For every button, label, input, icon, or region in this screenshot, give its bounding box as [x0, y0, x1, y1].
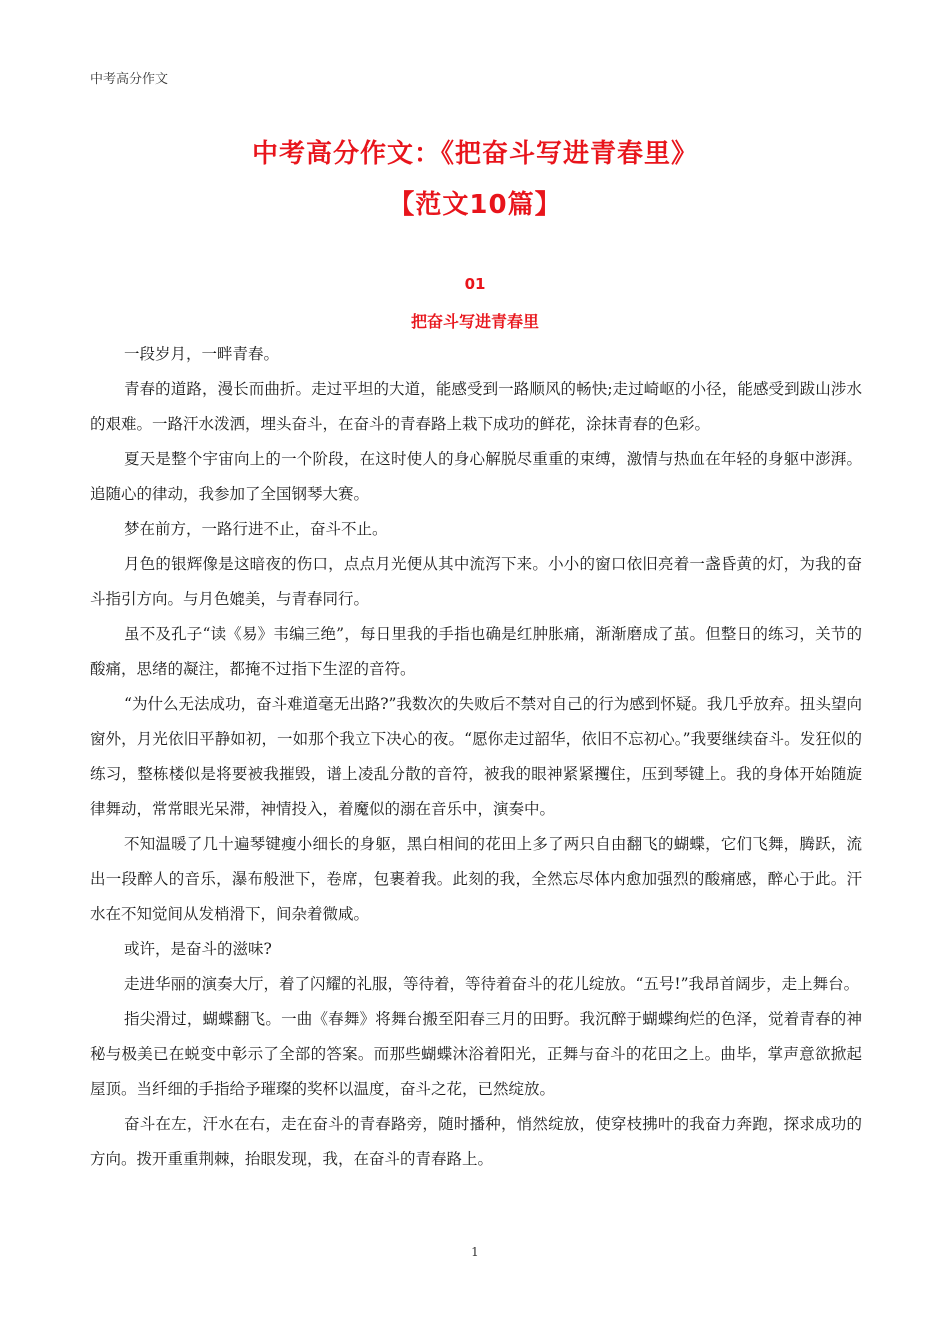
paragraph: 月色的银辉像是这暗夜的伤口，点点月光便从其中流泻下来。小小的窗口依旧亮着一盏昏黄的灯，为我的奋斗指引方向。与月色媲美，与青春同行。	[90, 555, 862, 608]
page-number: 1	[471, 1245, 479, 1259]
paragraph: 或许，是奋斗的滋味?	[124, 940, 272, 958]
essay-number: 01	[464, 275, 486, 293]
paragraph: 指尖滑过，蝴蝶翻飞。一曲《春舞》将舞台搬至阳春三月的田野。我沉醉于蝴蝶绚烂的色泽，觉着青春的神秘与极美已在蜕变中彰示了全部的答案。而那些蝴蝶沐浴着阳光，正舞与奋斗的花田之上。曲毕，掌声意欲掀起屋顶。当纤细的手指给予璀璨的奖杯以温度，奋斗之花，已然绽放。	[90, 1010, 862, 1098]
essay-title: 把奋斗写进青春里	[410, 312, 539, 331]
paragraph: 梦在前方，一路行进不止，奋斗不止。	[124, 520, 388, 538]
paragraph: 虽不及孔子“读《易》韦编三绝”，每日里我的手指也确是红肿胀痛，渐渐磨成了茧。但整日的练习，关节的酸痛，思绪的凝注，都掩不过指下生涩的音符。	[90, 625, 862, 678]
running-header: 中考高分作文	[90, 72, 169, 87]
essay-body	[90, 337, 862, 1177]
document-title: 中考高分作文：《把奋斗写进青春里》	[251, 139, 698, 169]
paragraph: 夏天是整个宇宙向上的一个阶段，在这时使人的身心解脱尽重重的束缚，激情与热血在年轻的身躯中澎湃。追随心的律动，我参加了全国钢琴大赛。	[90, 450, 862, 503]
document-subtitle: 【范文10篇】	[388, 190, 562, 220]
paragraph: 不知温暖了几十遍琴键瘦小细长的身躯，黑白相间的花田上多了两只自由翻飞的蝴蝶，它们飞舞，腾跃，流出一段醉人的音乐，瀑布般泄下，卷席，包裹着我。此刻的我，全然忘尽体内愈加强烈的酸痛感，醉心于此。汗水在不知觉间从发梢滑下，间杂着微咸。	[90, 835, 862, 923]
paragraph: 奋斗在左，汗水在右，走在奋斗的青春路旁，随时播种，悄然绽放，使穿枝拂叶的我奋力奔跑，探求成功的方向。拨开重重荆棘，抬眼发现，我，在奋斗的青春路上。	[90, 1115, 862, 1168]
paragraph: “为什么无法成功，奋斗难道毫无出路?”我数次的失败后不禁对自己的行为感到怀疑。我几乎放弃。扭头望向窗外，月光依旧平静如初，一如那个我立下决心的夜。“愿你走过韶华，依旧不忘初心。”我要继续奋斗。发狂似的练习，整栋楼似是将要被我摧毁，谱上凌乱分散的音符，被我的眼神紧紧攫住，压到琴键上。我的身体开始随旋律舞动，常常眼光呆滞，神情投入，着魔似的溺在音乐中，演奏中。	[90, 695, 862, 818]
paragraph: 走进华丽的演奏大厅，着了闪耀的礼服，等待着，等待着奋斗的花儿绽放。“五号!”我昂首阔步，走上舞台。	[124, 975, 860, 993]
paragraph: 青春的道路，漫长而曲折。走过平坦的大道，能感受到一路顺风的畅快;走过崎岖的小径，能感受到跋山涉水的艰难。一路汗水泼洒，埋头奋斗，在奋斗的青春路上栽下成功的鲜花，涂抹青春的色彩。	[90, 380, 862, 433]
paragraph: 一段岁月，一畔青春。	[124, 345, 280, 363]
